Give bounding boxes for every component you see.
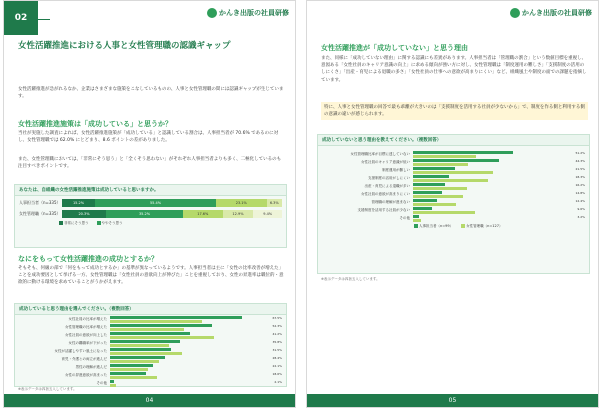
bar-series-a [110, 364, 153, 367]
brand-leaf-icon [207, 8, 217, 18]
segment: 23.1% [216, 199, 267, 207]
bar-series-b [110, 344, 169, 347]
bar-series-b [413, 171, 493, 174]
bar-label: 女性社員の比率が増えた [68, 316, 107, 321]
paragraph-3: そもそも、何級の部で「何をもって成功とするか」の基準が異なっているようです。人事担当者は主に「女性の比率改善が増えた」ことを成功要因として挙げる一方、女性管理職は「女性社員の意欲向上が伸びた」ことを重視しており、女性の昇進率は職位的・意欲的に動ける環境を求めていることがうかがえます。 [18, 266, 284, 286]
bar-value: 2.1% [274, 379, 282, 384]
bar-row [322, 182, 585, 190]
bar-row [19, 331, 282, 339]
bar-row [19, 347, 282, 355]
bar-series-b [413, 211, 475, 214]
failure-bars [318, 150, 589, 222]
bar-label: 女性社員の意欲が向上した [65, 332, 107, 337]
page-number: 05 [307, 394, 598, 407]
bar-series-a [413, 175, 449, 178]
intro-text: 女性活躍推進が急がれるなか、企業はさまざまな施策をこなしているものの、人事と女性管理職の間には認識ギャップが生じています。 [18, 87, 284, 100]
reasons-chart [14, 303, 287, 387]
bar-series-a [413, 167, 455, 170]
bar-label: その他 [399, 215, 410, 220]
stacked-legend [59, 221, 282, 226]
bar-value: 28.4% [272, 355, 282, 360]
bar-value: 12.4% [575, 198, 585, 203]
bar-label: 管理職の理解が進まない [371, 199, 410, 204]
reasons-bars [15, 315, 286, 387]
left-page [3, 0, 296, 408]
bar-series-a [110, 324, 212, 327]
paragraph-1: 当社が実施した調査によれば、女性活躍推進施策が「成功している」と認識している割合は、人事担当者が 70.6% であるのに対し、女性管理職では 62.0% にとどまり、8.6 ポイントの差がありました。 [18, 131, 279, 144]
legend-item: 人事担当者（n=99） [419, 224, 454, 228]
heading-failure: 女性活躍推進が「成功していない」と思う理由 [321, 44, 468, 52]
legend-item: ややそう思う [101, 221, 123, 225]
bar-value: 67.5% [272, 315, 282, 320]
bar-row [322, 174, 585, 182]
reasons-chart-title: 成功していると思う理由を選んでください。（複数回答） [15, 304, 286, 315]
paragraph-1: また、同様に「成功していない理由」に関する認識にも差異があります。人事担当者は「管理職の割合」という数値目標を重視し、意図ある「女性社員のキャリア意識の向上」に求める傾向が強い方に対し、女性管理職は「制度運用の難しさ」「支援制度の活用のしにくさ」「出産・育児による退職の多さ」「女性社員の仕事への意欲が高まりにくい」など、組織風土や制度の面での課題を指摘しています。 [321, 56, 587, 83]
bar-row [322, 198, 585, 206]
stacked-chart [14, 184, 287, 248]
bar-label: 女性が活躍しやすい風土になった [54, 348, 107, 353]
bar-series-a [110, 356, 165, 359]
bar-value: 9.6% [577, 206, 585, 211]
bar-series-a [110, 316, 242, 319]
paragraph-2: また、女性管理職においては、「非常にそう思う」と「全くそう思わない」がそれぞれ人事担当者よりも多く、二極化しているのも注目すべきポイントです。 [18, 157, 282, 170]
bar-row [19, 355, 282, 363]
brand-logo [207, 8, 289, 18]
bar-label: 女性社員のキャリア意識が低い [361, 159, 410, 164]
bar-series-b [413, 155, 476, 158]
bar-series-b [413, 187, 467, 190]
bar-series-a [413, 151, 513, 154]
bar-series-b [413, 195, 463, 198]
legend-item: 女性管理職（n=127） [466, 224, 503, 228]
brand-leaf-icon [510, 8, 520, 18]
failure-legend [414, 224, 585, 229]
stacked-row-hr [19, 199, 282, 207]
segment: 55.4% [95, 199, 216, 207]
bar-series-a [110, 332, 190, 335]
bar-value: 41.2% [272, 331, 282, 336]
stacked-row-label: 女性管理職（n=335） [19, 211, 61, 216]
bar-value: 21.5% [575, 166, 585, 171]
brand-name: かんき出版の社員研修 [219, 9, 289, 17]
bar-label: 女性の昇進意欲が高まった [65, 372, 107, 377]
note: ※表示データは四捨五入しています。 [18, 387, 77, 391]
bar-series-a [413, 199, 437, 202]
bar-series-b [110, 328, 184, 331]
bar-series-a [110, 340, 180, 343]
bar-label: 育児・介護との両立が進んだ [61, 356, 107, 361]
bar-row [19, 339, 282, 347]
segment: 9.4% [253, 210, 282, 218]
bar-series-a [110, 380, 114, 383]
bar-value: 14.8% [575, 190, 585, 195]
bar-series-a [413, 207, 432, 210]
bar-row [322, 158, 585, 166]
bar-label: 女性社員の意欲が高まりにくい [361, 191, 410, 196]
bar-row [19, 371, 282, 379]
bar-label: その他 [96, 380, 107, 385]
bar-value: 22.1% [272, 363, 282, 368]
bar-label: 女性の離職率が下がった [68, 340, 107, 345]
right-page [306, 0, 599, 408]
bar-series-b [110, 384, 116, 387]
bar-label: 支援制度を活用する社員が少ない [357, 207, 410, 212]
bar-series-b [413, 219, 421, 222]
segment: 6.3% [267, 199, 282, 207]
bar-value: 16.2% [575, 182, 585, 187]
brand-logo [510, 8, 592, 18]
segment: 15.2% [62, 199, 95, 207]
bar-row [322, 150, 585, 158]
bar-label: 女性管理職の比率が増えた [65, 324, 107, 329]
segment: 17.6% [183, 210, 223, 218]
bar-series-a [413, 159, 499, 162]
bar-value: 44.3% [575, 158, 585, 163]
bar-series-b [110, 320, 202, 323]
bar-value: 51.2% [575, 150, 585, 155]
stacked-row-women [19, 210, 282, 218]
bar-series-b [110, 352, 182, 355]
failure-reasons-chart [317, 134, 590, 274]
section-number: 02 [4, 1, 38, 35]
brand-name: かんき出版の社員研修 [522, 9, 592, 17]
heading-success: 女性活躍推進施策は「成功している」と思うか？ [18, 120, 172, 128]
highlight-callout: 特に、人事と女性管理職の回答で最も乖離が大きいのは「支援制度を活用する社員が少ないから」で、制度を作る側と利用する側の意識の違いが感じられます。 [321, 102, 588, 120]
bar-series-b [110, 360, 159, 363]
bar-series-b [110, 368, 148, 371]
bar-value: 52.3% [272, 323, 282, 328]
page-title: 女性活躍推進における人事と女性管理職の認識ギャップ [18, 41, 231, 51]
bar-series-a [413, 215, 419, 218]
stacked-chart-question: あなたは、自組織の女性活躍推進施策は成功していると思いますか。 [15, 185, 286, 196]
bar-row [322, 206, 585, 214]
bar-label: 支援制度の活用がしにくい [368, 175, 410, 180]
bar-row [19, 379, 282, 387]
bar-series-b [413, 163, 468, 166]
bar-value: 31.5% [272, 347, 282, 352]
bar-row [322, 190, 585, 198]
failure-chart-title: 成功していないと思う理由を教えてください。（複数回答） [318, 135, 589, 146]
bar-row [19, 323, 282, 331]
bar-value: 35.8% [272, 339, 282, 344]
bar-label: 男性の理解が進んだ [75, 364, 107, 369]
bar-series-a [413, 191, 442, 194]
bar-value: 3.2% [577, 214, 585, 219]
heading-criteria: なにをもって女性活躍推進の成功とするか？ [18, 255, 158, 263]
bar-row [19, 363, 282, 371]
bar-series-b [413, 203, 456, 206]
bar-series-a [110, 348, 171, 351]
note: ※表示データは四捨五入しています。 [321, 277, 380, 281]
bar-series-a [110, 372, 146, 375]
bar-label: 出産・育児による退職が多い [364, 183, 410, 188]
bar-series-a [413, 183, 445, 186]
segment: 12.9% [223, 210, 254, 218]
stacked-row-label: 人事担当者（n=335） [19, 200, 61, 205]
bar-label: 女性管理職比率が目標に達していない [350, 151, 410, 156]
bar-series-b [110, 336, 214, 339]
segment: 35.2% [106, 210, 183, 218]
bar-row [19, 315, 282, 323]
legend-item: 非常にそう思う [64, 221, 89, 225]
page-number: 04 [4, 394, 295, 407]
bar-value: 18.3% [575, 174, 585, 179]
bar-series-b [413, 179, 488, 182]
bar-row [322, 166, 585, 174]
bar-series-b [110, 376, 157, 379]
bar-row [322, 214, 585, 222]
segment: 20.3% [62, 210, 106, 218]
bar-label: 制度運用が難しい [382, 167, 410, 172]
bar-value: 18.6% [272, 371, 282, 376]
